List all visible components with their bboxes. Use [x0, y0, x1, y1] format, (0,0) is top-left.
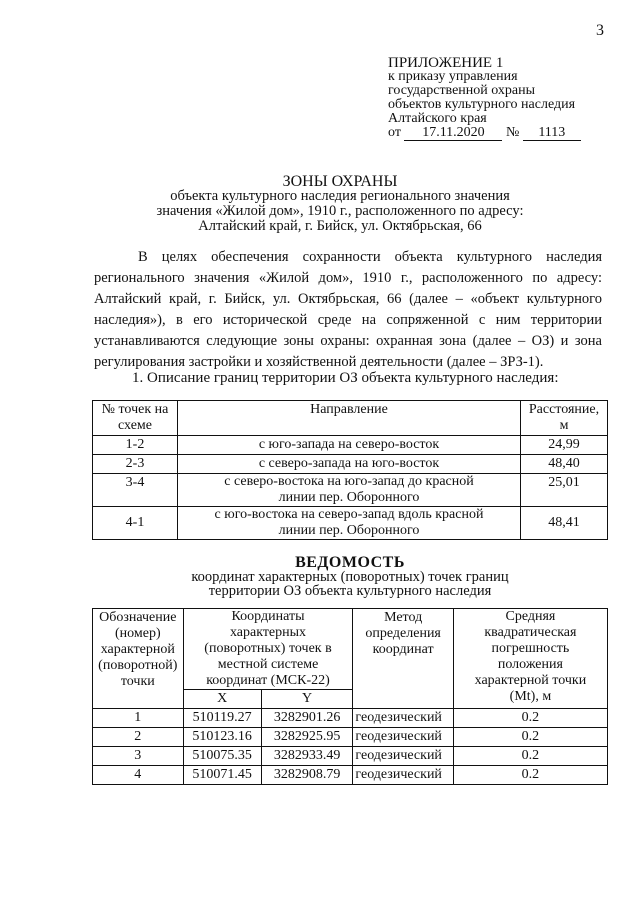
cell-direction: с северо-запада на юго-восток — [178, 455, 521, 474]
table-row — [93, 747, 608, 766]
cell-points: 4-1 — [93, 507, 178, 540]
appendix-line: к приказу управления — [388, 69, 518, 84]
table-header-row — [93, 609, 608, 690]
cell-method: геодезический — [353, 709, 453, 728]
header-method: Метод определения координат — [353, 609, 453, 709]
cell-y: 3282908.79 — [261, 766, 353, 785]
header-point-designation: Обозначение (номер) характерной (поворотной) точки — [93, 609, 184, 709]
title-main: ЗОНЫ ОХРАНЫ — [282, 173, 398, 190]
table-row — [93, 474, 608, 507]
table-row — [93, 455, 608, 474]
statement-line: территории ОЗ объекта культурного наследия — [208, 583, 492, 599]
title-line: значения «Жилой дом», 1910 г., расположенного по адресу: — [156, 203, 524, 219]
table-row — [93, 728, 608, 747]
statement-line: координат характерных (поворотных) точек границ — [191, 569, 509, 585]
cell-distance: 24,99 — [521, 436, 608, 455]
appendix-line: объектов культурного наследия — [388, 97, 576, 112]
appendix-heading: ПРИЛОЖЕНИЕ 1 — [388, 55, 504, 71]
table-row — [93, 709, 608, 728]
cell-direction: с юго-запада на северо-восток — [178, 436, 521, 455]
table-header-row — [93, 401, 608, 436]
header-error: Средняя квадратическая погрешность положения характерной точки (Mt), м — [453, 609, 607, 709]
appendix-line: Алтайского края — [388, 111, 487, 126]
cell-y: 3282901.26 — [261, 709, 353, 728]
statement-heading — [70, 556, 630, 598]
cell-y: 3282933.49 — [261, 747, 353, 766]
cell-x: 510071.45 — [183, 766, 261, 785]
header-coordinates: Координаты характерных (поворотных) точек в местной системе координат (МСК-22) — [183, 609, 353, 690]
cell-error: 0.2 — [453, 766, 607, 785]
cell-x: 510123.16 — [183, 728, 261, 747]
intro-paragraph — [94, 247, 602, 373]
order-date: 17.11.2020 — [404, 126, 502, 141]
appendix-date-line — [388, 126, 581, 141]
title-line: Алтайский край, г. Бийск, ул. Октябрьская, 66 — [198, 218, 482, 234]
cell-distance: 25,01 — [521, 474, 608, 507]
cell-error: 0.2 — [453, 728, 607, 747]
cell-point: 1 — [93, 709, 184, 728]
order-number: 1113 — [523, 126, 581, 141]
cell-method: геодезический — [353, 728, 453, 747]
cell-points: 2-3 — [93, 455, 178, 474]
header-x: X — [183, 690, 261, 709]
table-row — [93, 436, 608, 455]
header-y: Y — [261, 690, 353, 709]
document-title — [60, 174, 620, 234]
cell-method: геодезический — [353, 747, 453, 766]
header-distance: Расстояние, м — [521, 401, 608, 436]
cell-point: 3 — [93, 747, 184, 766]
title-line: объекта культурного наследия регионального значения — [170, 188, 510, 204]
cell-points: 3-4 — [93, 474, 178, 507]
cell-points: 1-2 — [93, 436, 178, 455]
statement-title: ВЕДОМОСТЬ — [295, 554, 405, 571]
cell-x: 510119.27 — [183, 709, 261, 728]
cell-y: 3282925.95 — [261, 728, 353, 747]
cell-x: 510075.35 — [183, 747, 261, 766]
appendix-line: государственной охраны — [388, 83, 536, 98]
cell-distance: 48,41 — [521, 507, 608, 540]
section1-heading: 1. Описание границ территории ОЗ объекта культурного наследия: — [132, 370, 559, 386]
cell-point: 2 — [93, 728, 184, 747]
intro-text: В целях обеспечения сохранности объекта культурного наследия регионального значения «Жилой дом», 1910 г., расположенного по адресу: Алтайский край, г. Бийск, ул. Октябрьская, 66 (далее – «объект культурного наследия»), в его исторической среде на сопряженной с ним территории устанавливаются следующие зоны охраны: охранная зона (далее – ОЗ) и зона регулирования застройки и хозяйственной деятельности (далее – ЗРЗ-1). — [94, 249, 602, 370]
borders-table — [92, 400, 608, 540]
cell-method: геодезический — [353, 766, 453, 785]
table-row — [93, 507, 608, 540]
cell-direction: с юго-востока на северо-запад вдоль красной линии пер. Оборонного — [178, 507, 521, 540]
cell-error: 0.2 — [453, 709, 607, 728]
appendix-header — [388, 56, 581, 141]
coordinates-table — [92, 608, 608, 785]
header-direction: Направление — [178, 401, 521, 436]
table-row — [93, 766, 608, 785]
date-prefix: от — [388, 125, 401, 140]
header-point-numbers: № точек на схеме — [93, 401, 178, 436]
cell-direction: с северо-востока на юго-запад до красной линии пер. Оборонного — [178, 474, 521, 507]
number-prefix: № — [505, 125, 520, 140]
page-number: 3 — [596, 22, 604, 39]
cell-distance: 48,40 — [521, 455, 608, 474]
cell-error: 0.2 — [453, 747, 607, 766]
cell-point: 4 — [93, 766, 184, 785]
